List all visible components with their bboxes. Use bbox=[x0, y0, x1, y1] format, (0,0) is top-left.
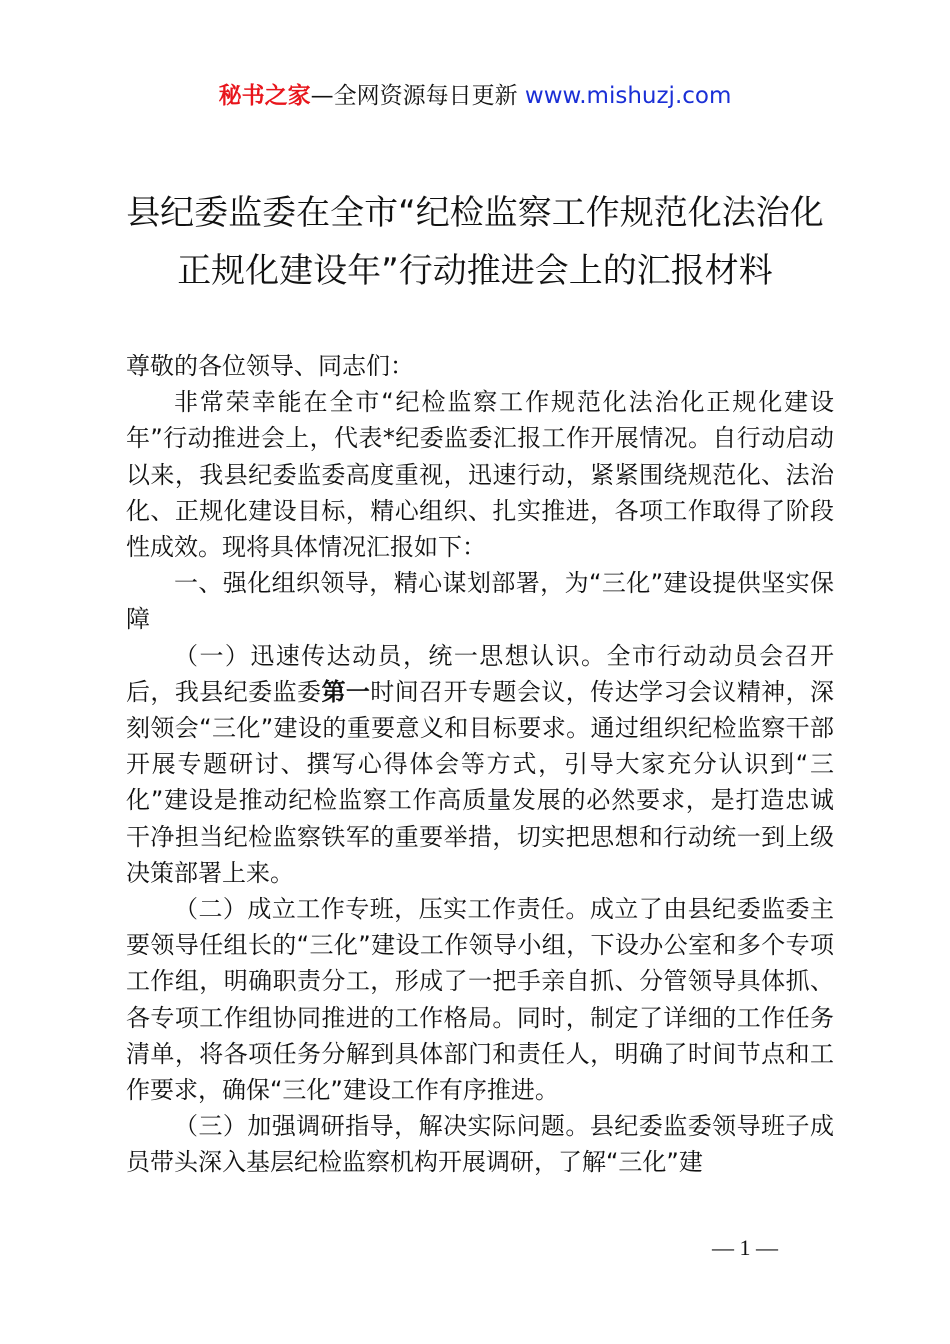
document-title: 县纪委监委在全市“纪检监察工作规范化法治化正规化建设年”行动推进会上的汇报材料 bbox=[126, 193, 824, 291]
intro-paragraph: 非常荣幸能在全市“纪检监察工作规范化法治化正规化建设年”行动推进会上，代表*纪委监委汇报工作开展情况。自行动启动以来，我县纪委监委高度重视，迅速行动，紧紧围绕规范化、法治化、正规化建设目标，精心组织、扎实推进，各项工作取得了阶段性成效。现将具体情况汇报如下： bbox=[126, 388, 834, 562]
section-heading-1: 一、强化组织领导，精心谋划部署，为“三化”建设提供坚实保障 bbox=[126, 569, 834, 634]
item-1-bold-text: 第一 bbox=[321, 677, 371, 706]
site-banner bbox=[0, 80, 950, 112]
document-body bbox=[126, 348, 834, 1181]
item-1-text-start: （一）迅速传达动员，统一思想认识。全市行动动员会召开后，我县纪委监委 bbox=[126, 641, 834, 706]
banner-tagline: —全网资源每日更新 bbox=[310, 83, 525, 109]
item-paragraph-3: （三）加强调研指导，解决实际问题。县纪委监委领导班子成员带头深入基层纪检监察机构开展调研，了解“三化”建 bbox=[126, 1112, 834, 1177]
page-number: — 1 — bbox=[712, 1235, 778, 1260]
banner-brand: 秘书之家 bbox=[218, 83, 311, 109]
item-paragraph-1 bbox=[126, 638, 834, 891]
banner-url-link[interactable]: www.mishuzj.com bbox=[524, 83, 732, 109]
item-paragraph-2: （二）成立工作专班，压实工作责任。成立了由县纪委监委主要领导任组长的“三化”建设工作领导小组，下设办公室和多个专项工作组，明确职责分工，形成了一把手亲自抓、分管领导具体抓、各专项工作组协同推进的工作格局。同时，制定了详细的工作任务清单，将各项任务分解到具体部门和责任人，明确了时间节点和工作要求，确保“三化”建设工作有序推进。 bbox=[126, 895, 834, 1105]
salutation: 尊敬的各位领导、同志们： bbox=[126, 352, 414, 380]
item-1-text-end: 时间召开专题会议，传达学习会议精神，深刻领会“三化”建设的重要意义和目标要求。通过组织纪检监察干部开展专题研讨、撰写心得体会等方式，引导大家充分认识到“三化”建设是推动纪检监察工作高质量发展的必然要求，是打造忠诚干净担当纪检监察铁军的重要举措，切实把思想和行动统一到上级决策部署上来。 bbox=[126, 677, 835, 887]
